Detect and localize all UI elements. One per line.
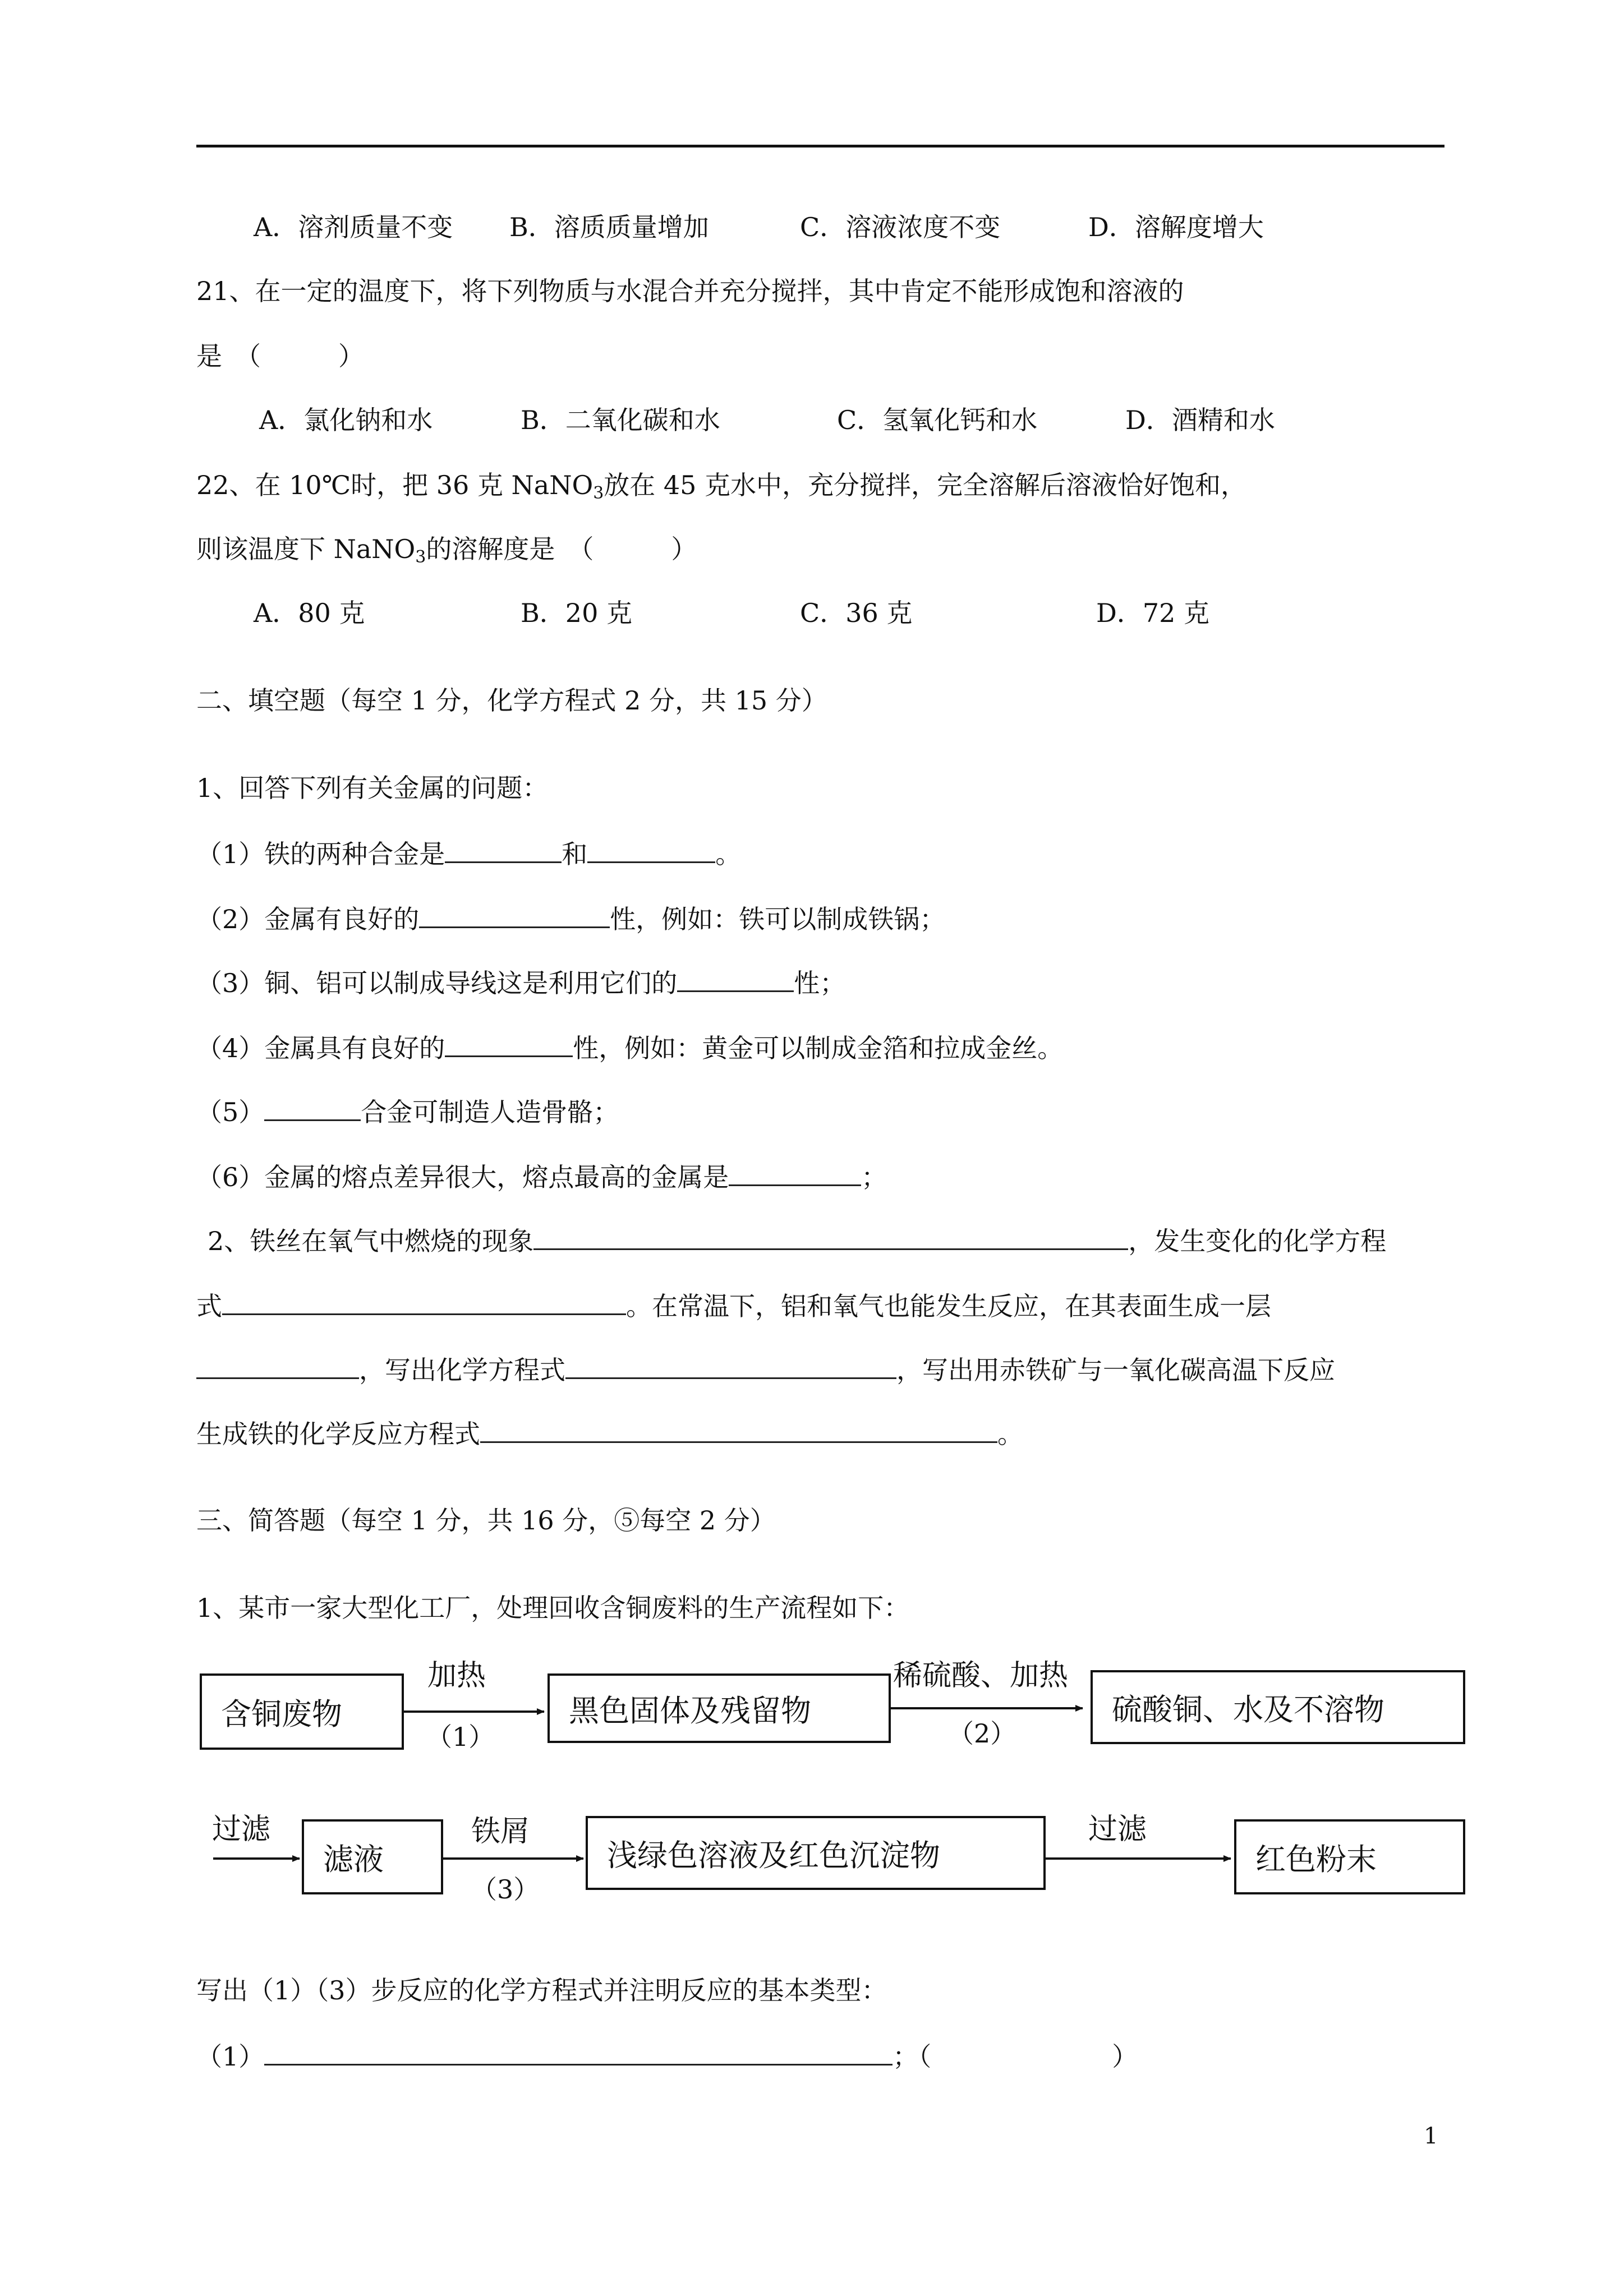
s2-q1-2-text: （2）金属有良好的 <box>196 904 420 934</box>
page-number: 1 <box>1424 2123 1438 2149</box>
s2-q2-text-f: ，写出用赤铁矿与一氧化碳高温下反应 <box>896 1355 1335 1385</box>
s2-q1-6-text: （6）金属的熔点差异很大，熔点最高的金属是 <box>196 1162 729 1192</box>
section3-title: 三、简答题（每空 1 分，共 16 分，⑤每空 2 分） <box>196 1505 776 1536</box>
s2-q2-text-g: 生成铁的化学反应方程式 <box>196 1419 480 1449</box>
q20-option-b: B．溶质质量增加 <box>509 212 709 242</box>
s3-answer-1 <box>196 2041 1138 2072</box>
s2-q1-3-text: （3）铜、铝可以制成导线这是利用它们的 <box>196 968 678 998</box>
flow-step-2: （2） <box>948 1718 1016 1749</box>
q22-line2-subscript: 3 <box>415 547 426 567</box>
section2-title: 二、填空题（每空 1 分，化学方程式 2 分，共 15 分） <box>196 685 827 716</box>
q22-line2-text-rest: 的溶解度是 （ ） <box>426 534 697 564</box>
s2-q1-4-text: （4）金属具有良好的 <box>196 1033 445 1063</box>
q20-option-c: C．溶液浓度不变 <box>800 212 1001 242</box>
flow-label-acid-heat: 稀硫酸、加热 <box>893 1659 1069 1693</box>
q20-option-a: A．溶剂质量不变 <box>254 212 453 242</box>
s2-q1-5-text-rest: 合金可制造人造骨骼； <box>361 1097 619 1127</box>
s2-q1-6-end: ； <box>861 1162 887 1192</box>
q22-option-c: C．36 克 <box>800 598 913 628</box>
s2-q1-2-text-rest: 性，例如：铁可以制成铁锅； <box>610 904 946 934</box>
s2-q1-4-text-rest: 性，例如：黄金可以制成金箔和拉成金丝。 <box>573 1033 1064 1063</box>
q21-option-b: B．二氧化碳和水 <box>521 405 720 435</box>
s2-q2-text: 2、铁丝在氧气中燃烧的现象 <box>208 1226 534 1256</box>
flow-step-1: （1） <box>426 1722 495 1752</box>
s2-q1-1-and: 和 <box>562 839 588 869</box>
q21-option-a: A．氯化钠和水 <box>259 405 433 435</box>
flow-box-black-solid: 黑色固体及残留物 <box>548 1673 891 1743</box>
q22-line1-text: 22、在 10℃时，把 36 克 NaNO <box>196 470 594 500</box>
s2-q2-text-h: 。 <box>997 1419 1023 1449</box>
s3-answer-1-label: （1） <box>196 2041 265 2072</box>
flow-box-copper-waste: 含铜废物 <box>200 1673 404 1750</box>
q22-option-b: B．20 克 <box>521 598 632 628</box>
flow-label-filter-2: 过滤 <box>1088 1813 1147 1846</box>
q21-line2: 是 （ ） <box>196 341 364 371</box>
s2-q1-5-text: （5） <box>196 1097 265 1127</box>
s2-q1-1-end: 。 <box>715 839 742 869</box>
q22-option-a: A．80 克 <box>254 598 365 628</box>
q22-option-d: D．72 克 <box>1096 598 1210 628</box>
s3-answer-1-type: ；（ ） <box>892 2041 1138 2072</box>
answer-blank[interactable] <box>264 2041 892 2066</box>
s2-q1-title: 1、回答下列有关金属的问题： <box>196 773 549 803</box>
flow-box-green-solution: 浅绿色溶液及红色沉淀物 <box>586 1816 1046 1890</box>
s2-q2-text-d: 。在常温下，铝和氧气也能发生反应，在其表面生成一层 <box>626 1291 1271 1321</box>
flow-label-iron-filings: 铁屑 <box>471 1815 530 1848</box>
q22-line1-text-rest: 放在 45 克水中，充分搅拌，完全溶解后溶液恰好饱和， <box>604 470 1247 500</box>
flow-box-filtrate: 滤液 <box>302 1819 443 1894</box>
s3-q1-title: 1、某市一家大型化工厂，处理回收含铜废料的生产流程如下： <box>196 1593 910 1623</box>
s3-instruction: 写出（1）（3）步反应的化学方程式并注明反应的基本类型： <box>196 1975 887 2005</box>
s2-q1-3-text-rest: 性； <box>794 968 846 998</box>
q20-option-d: D．溶解度增大 <box>1088 212 1264 242</box>
s2-q1-1-text: （1）铁的两种合金是 <box>196 839 445 869</box>
q21-line1: 21、在一定的温度下，将下列物质与水混合并充分搅拌，其中肯定不能形成饱和溶液的 <box>196 276 1184 306</box>
q22-line2-text: 则该温度下 NaNO <box>196 534 416 564</box>
s2-q2-text-rest: ，发生变化的化学方程 <box>1128 1226 1387 1256</box>
q21-option-d: D．酒精和水 <box>1125 405 1275 435</box>
flow-step-3: （3） <box>471 1874 540 1905</box>
q21-option-c: C．氢氧化钙和水 <box>837 405 1038 435</box>
s2-q2-text-e: ，写出化学方程式 <box>359 1355 565 1385</box>
s2-q2-text-c: 式 <box>196 1291 222 1321</box>
flow-label-heat: 加热 <box>427 1659 486 1693</box>
flow-box-red-powder: 红色粉末 <box>1234 1819 1465 1894</box>
q22-line1-subscript: 3 <box>593 483 604 503</box>
flow-label-filter-1: 过滤 <box>212 1813 271 1846</box>
flow-box-copper-sulfate: 硫酸铜、水及不溶物 <box>1091 1670 1465 1744</box>
